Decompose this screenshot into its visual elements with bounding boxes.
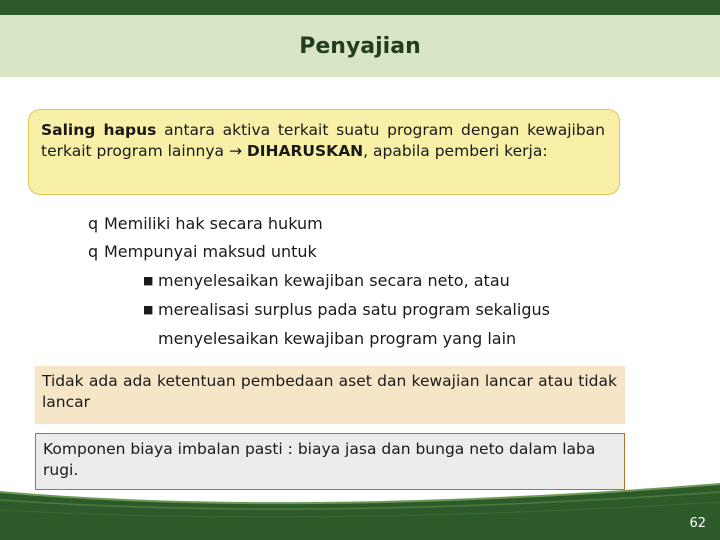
note-box-classification bbox=[35, 366, 625, 424]
definition-box bbox=[28, 109, 620, 195]
arrow-icon: → bbox=[228, 142, 242, 160]
list-item bbox=[88, 238, 648, 266]
definition-bold-lead: Saling hapus bbox=[41, 121, 157, 139]
conditions-list bbox=[88, 210, 648, 353]
page-number: 62 bbox=[689, 516, 706, 531]
checkbox-bullet-icon: q bbox=[88, 242, 99, 261]
footer-decoration bbox=[0, 470, 720, 540]
list-item-text: Memiliki hak secara hukum bbox=[104, 214, 323, 233]
definition-text-part2: , apabila pemberi kerja: bbox=[363, 142, 548, 160]
square-bullet-icon: ■ bbox=[143, 274, 154, 287]
sub-list-item-text: merealisasi surplus pada satu program sekaligus menyelesaikan kewajiban program yang lain bbox=[158, 300, 550, 348]
slide-title: Penyajian bbox=[299, 34, 421, 59]
sub-list-item-text: menyelesaikan kewajiban secara neto, atau bbox=[158, 271, 510, 290]
list-item-text: Mempunyai maksud untuk bbox=[104, 242, 317, 261]
checkbox-bullet-icon: q bbox=[88, 214, 99, 233]
definition-emphasis: DIHARUSKAN bbox=[246, 142, 364, 160]
square-bullet-icon: ■ bbox=[143, 303, 154, 316]
top-header-bar bbox=[0, 0, 720, 15]
list-item bbox=[88, 210, 648, 238]
sub-list-item bbox=[88, 266, 648, 295]
sub-list-item bbox=[88, 295, 648, 353]
definition-text-part1: antara aktiva terkait suatu program dengan kewajiban terkait program lainnya bbox=[41, 121, 606, 160]
note-text: Komponen biaya imbalan pasti : biaya jasa dan bunga neto dalam laba rugi. bbox=[43, 440, 596, 479]
note-text: Tidak ada ada ketentuan pembedaan aset dan kewajian lancar atau tidak lancar bbox=[42, 372, 617, 411]
